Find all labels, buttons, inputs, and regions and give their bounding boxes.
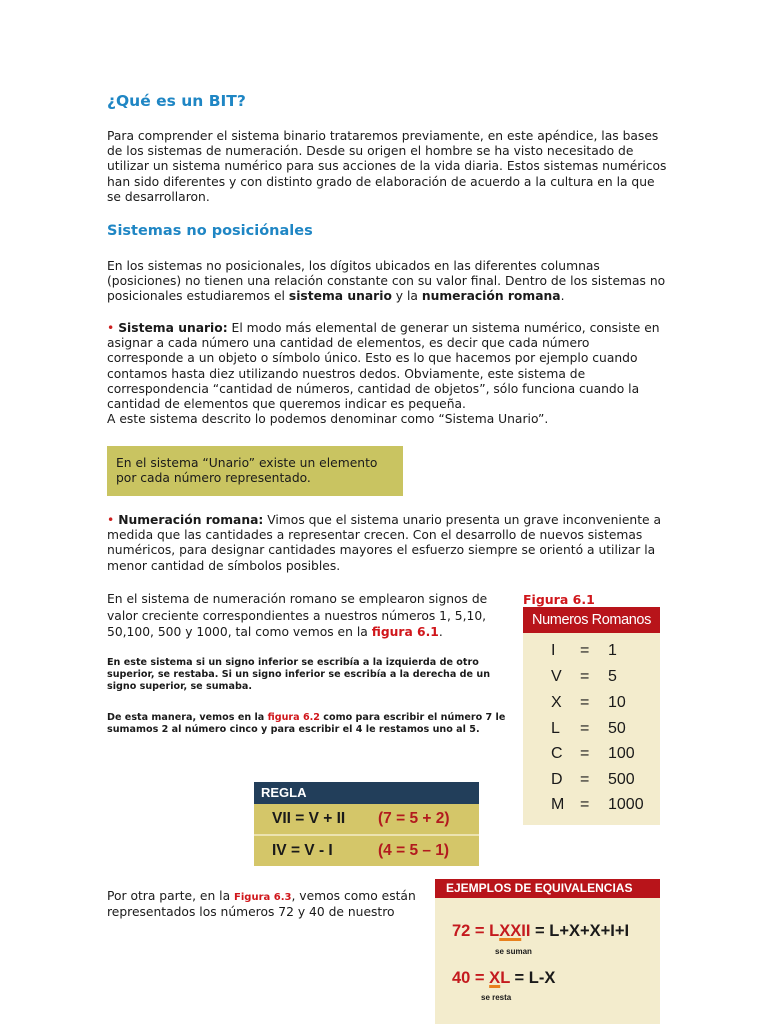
unario-callout: En el sistema “Unario” existe un elemento por cada número representado.: [107, 446, 403, 496]
example-72: 72 = LXXII = L+X+X+I+I: [452, 922, 630, 940]
example-paragraph: De esta manera, vemos en la figura 6.2 como para escribir el número 7 le sumamos 2 al número cinco y para escribir el 4 le restamos uno al 5.: [107, 712, 506, 735]
figura-6-1-link[interactable]: figura 6.1: [371, 625, 439, 639]
roman-row: V = 5: [551, 668, 617, 685]
romana-label: Numeración romana:: [118, 513, 264, 527]
resta-suma-rule: En este sistema si un signo inferior se escribía a la izquierda de otro superior, se restaba. Si un signo inferior se escribía a la derecha de un signo superior, se sumaba.: [107, 657, 491, 692]
regla-row: IV = V - I (4 = 5 – 1): [272, 842, 450, 859]
sistema-unario-term: sistema unario: [288, 289, 392, 304]
intro-paragraph: Para comprender el sistema binario trataremos previamente, en este apéndice, las bases de los sistemas de numeración. Desde su origen el hombre se ha visto necesitado de utilizar un sistema numérico para sus acciones de la vida diaria. Estos sistemas numéricos han sido diferentes y con distinto grado de elaboración de acuerdo a la cultura en la que se desarrollaron.: [107, 129, 667, 204]
bullet-icon: •: [107, 321, 115, 335]
roman-row: D = 500: [551, 771, 635, 788]
unario-label: Sistema unario:: [118, 321, 228, 335]
equivalencias-header: EJEMPLOS DE EQUIVALENCIAS: [435, 879, 660, 898]
regla-box: [254, 782, 479, 866]
roman-table-header: Numeros Romanos: [523, 607, 660, 633]
regla-header: REGLA: [254, 782, 479, 804]
regla-row: VII = V + II (7 = 5 + 2): [272, 810, 450, 827]
otra-parte-paragraph: Por otra parte, en la Figura 6.3, vemos como están representados los números 72 y 40 de nuestro: [107, 889, 416, 920]
figura-6-2-link[interactable]: figura 6.2: [267, 712, 320, 723]
roman-row: M = 1000: [551, 796, 644, 813]
example-40: 40 = XL = L-X: [452, 969, 556, 987]
roman-row: C = 100: [551, 745, 635, 762]
figura-6-3-link[interactable]: Figura 6.3: [234, 892, 292, 903]
unario-paragraph: • Sistema unario: El modo más elemental de generar un sistema numérico, consiste en asignar a cada número una cantidad de elementos, es decir que cada número corresponde a un objeto o símbolo único. Esto es lo que hacemos por ejemplo cuando contamos hasta diez utilizando nuestros dedos. Obviamente, este sistema de correspondencia “cantidad de números, cantidad de objetos”, sólo funciona cuando la cantidad de elementos que queremos indicar es pequeña. A este sistema descrito lo podemos denominar como “Sistema Unario”.: [107, 321, 660, 427]
signos-paragraph: En el sistema de numeración romano se emplearon signos de valor creciente correspondientes a nuestros números 1, 5,10, 50,100, 500 y 1000, tal como vemos en la figura 6.1.: [107, 592, 488, 639]
page-title: ¿Qué es un BIT?: [107, 92, 246, 110]
roman-row: L = 50: [551, 720, 626, 737]
figure-label: Figura 6.1: [523, 592, 595, 607]
equivalencias-box: [435, 879, 660, 1024]
roman-numerals-table: [523, 607, 660, 825]
se-suman-note: se suman: [495, 947, 532, 956]
romana-paragraph: • Numeración romana: Vimos que el sistema unario presenta un grave inconveniente a medida que las cantidades a representar crecen. Con el desarrollo de nuevos sistemas numéricos, para designar cantidades mayores el esfuerzo siempre se orientó a utilizar la menor cantidad de símbolos posibles.: [107, 513, 662, 573]
se-resta-note: se resta: [481, 993, 512, 1002]
roman-row: I = 1: [551, 642, 617, 659]
numeracion-romana-term: numeración romana: [421, 289, 561, 304]
bullet-icon: •: [107, 513, 115, 527]
roman-row: X = 10: [551, 694, 626, 711]
nonpositional-paragraph: En los sistemas no posicionales, los dígitos ubicados en las diferentes columnas (posiciones) no tienen una relación constante con su valor final. Dentro de los sistemas no posicionales estudiaremos el sistema unario y la numeración romana.: [107, 259, 666, 304]
section-title: Sistemas no posiciónales: [107, 223, 313, 239]
